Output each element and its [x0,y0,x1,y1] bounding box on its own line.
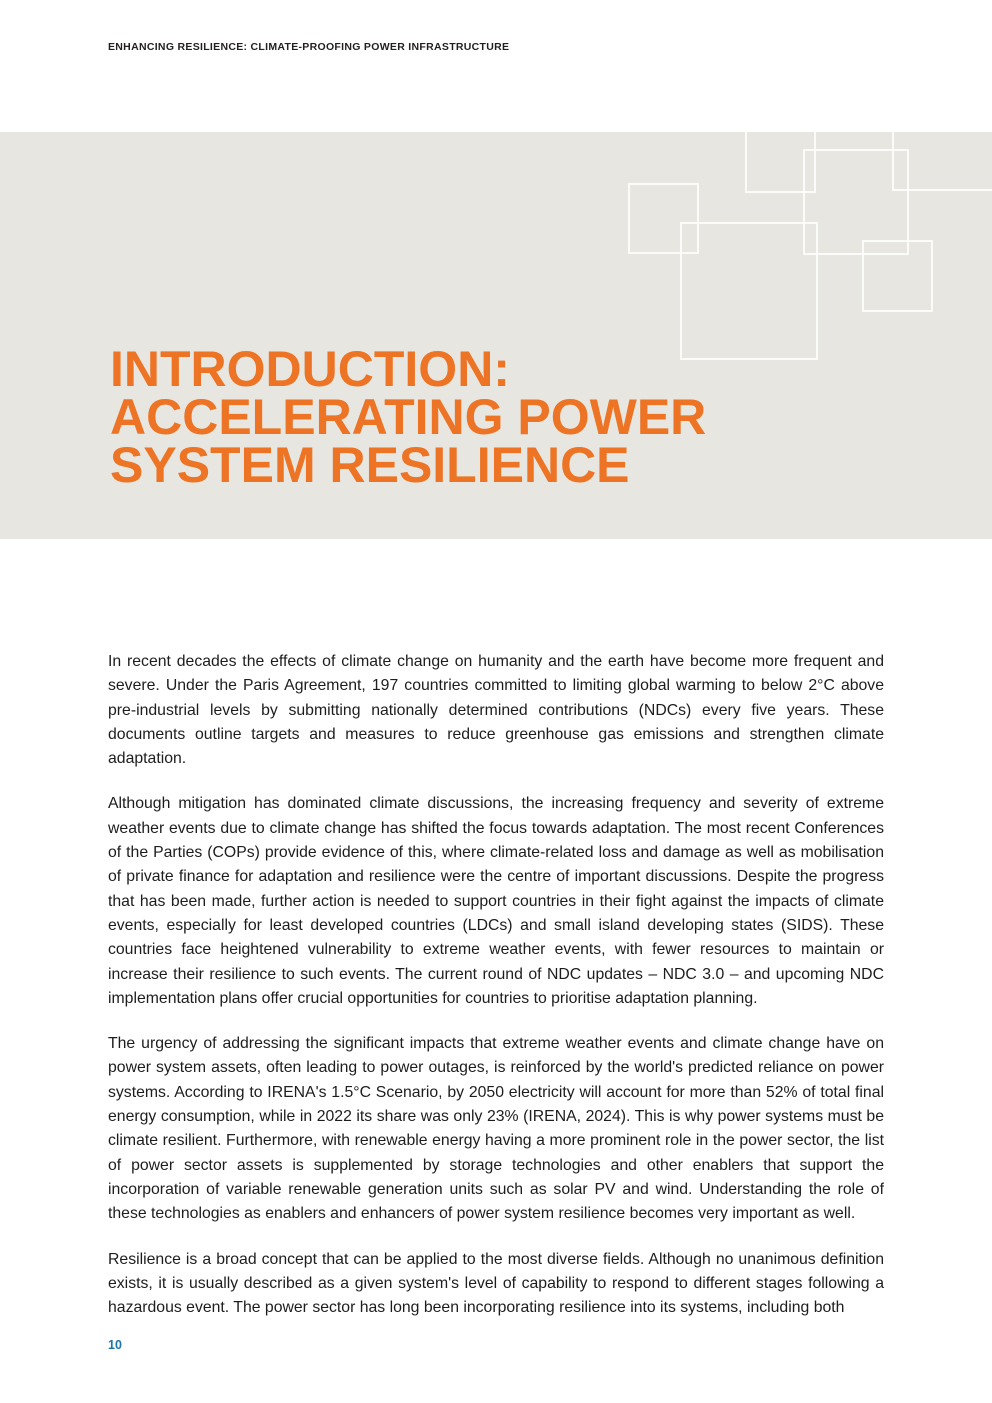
page-number: 10 [108,1338,122,1352]
chapter-title-line-1: INTRODUCTION: [110,341,510,397]
chapter-title-line-2: ACCELERATING POWER [110,389,707,445]
decorative-square-outline [680,222,818,360]
chapter-title-line-3: SYSTEM RESILIENCE [110,437,630,493]
paragraph-1: In recent decades the effects of climate change on humanity and the earth have become more frequent and severe. Under the Paris Agreement, 197 countries committed to limiting global warming to below 2°C above pre-industrial levels by submitting nationally determined contributions (NDCs) every five years. These documents outline targets and measures to reduce greenhouse gas emissions and strengthen climate adaptation. [108,653,884,768]
chapter-banner [0,132,992,539]
decorative-square-outline [892,132,992,191]
paragraph-4: Resilience is a broad concept that can be applied to the most diverse fields. Although no unanimous definition exists, it is usually described as a given system's level of capability to respond to different stages following a hazardous event. The power sector has long been incorporating resilience into its systems, including both [108,1250,884,1317]
paragraph-3: The urgency of addressing the significant impacts that extreme weather events and climate change have on power system assets, often leading to power outages, is reinforced by the world's predicted reliance on power systems. According to IRENA's 1.5°C Scenario, by 2050 electricity will account for more than 52% of total final energy consumption, while in 2022 its share was only 23% (IRENA, 2024). This is why power systems must be climate resilient. Furthermore, with renewable energy having a more prominent role in the power sector, the list of power sector assets is supplemented by storage technologies and other enablers that support the incorporation of variable renewable generation units such as solar PV and wind. Understanding the role of these technologies as enablers and enhancers of power system resilience becomes very important as well. [108,1035,884,1223]
body-text [108,650,884,1320]
decorative-square-outline [862,240,933,312]
chapter-title [110,341,707,493]
paragraph-2: Although mitigation has dominated climate discussions, the increasing frequency and severity of extreme weather events due to climate change has shifted the focus towards adaptation. The most recent Conferences of the Parties (COPs) provide evidence of this, where climate-related loss and damage as well as mobilisation of private finance for adaptation and resilience were the centre of important discussions. Despite the progress that has been made, further action is needed to support countries in their fight against the impacts of climate events, especially for least developed countries (LDCs) and small island developing states (SIDS). These countries face heightened vulnerability to extreme weather events, with fewer resources to maintain or increase their resilience to such events. The current round of NDC updates – NDC 3.0 – and upcoming NDC implementation plans offer crucial opportunities for countries to prioritise adaptation planning. [108,795,884,1007]
running-header: ENHANCING RESILIENCE: CLIMATE-PROOFING POWER INFRASTRUCTURE [108,41,510,53]
